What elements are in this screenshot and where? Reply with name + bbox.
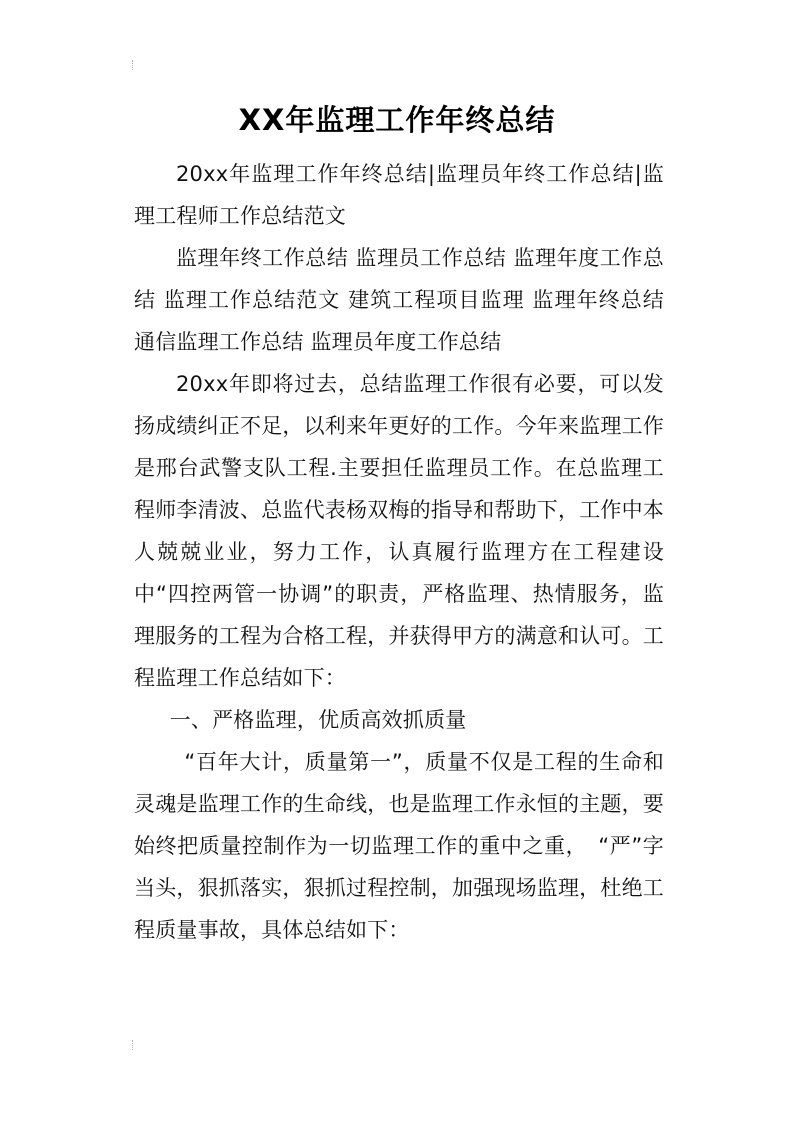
keywords-paragraph: 监理年终工作总结 监理员工作总结 监理年度工作总结 监理工作总结范文 建筑工程项目监理 监理年终总结 通信监理工作总结 监理员年度工作总结 (134, 246, 664, 354)
subtitle-paragraph: 20xx年监理工作年终总结|监理员年终工作总结|监理工程师工作总结范文 (134, 162, 664, 228)
top-corner-mark (132, 60, 139, 70)
intro-paragraph: 20xx年即将过去，总结监理工作很有必要，可以发扬成绩纠正不足，以利来年更好的工作。今年来监理工作是邢台武警支队工程.主要担任监理员工作。在总监理工程师李清波、总监代表杨双梅的指导和帮助下，工作中本人兢兢业业，努力工作，认真履行监理方在工程建设中“四控两管一协调”的职责，严格监理、热情服务，监理服务的工程为合格工程，并获得甲方的满意和认可。工程监理工作总结如下： (134, 372, 664, 690)
section-heading: 一、严格监理，优质高效抓质量 (169, 708, 467, 732)
bottom-corner-mark (132, 1040, 139, 1050)
document-body (134, 153, 664, 951)
page-title: XX年监理工作年终总结 (238, 103, 556, 137)
quality-paragraph: “百年大计，质量第一”，质量不仅是工程的生命和灵魂是监理工作的生命线，也是监理工作永恒的主题，要始终把质量控制作为一切监理工作的重中之重， “严”字当头，狠抓落实，狠抓过程控制，加强现场监理，杜绝工程质量事故，具体总结如下： (134, 750, 664, 942)
